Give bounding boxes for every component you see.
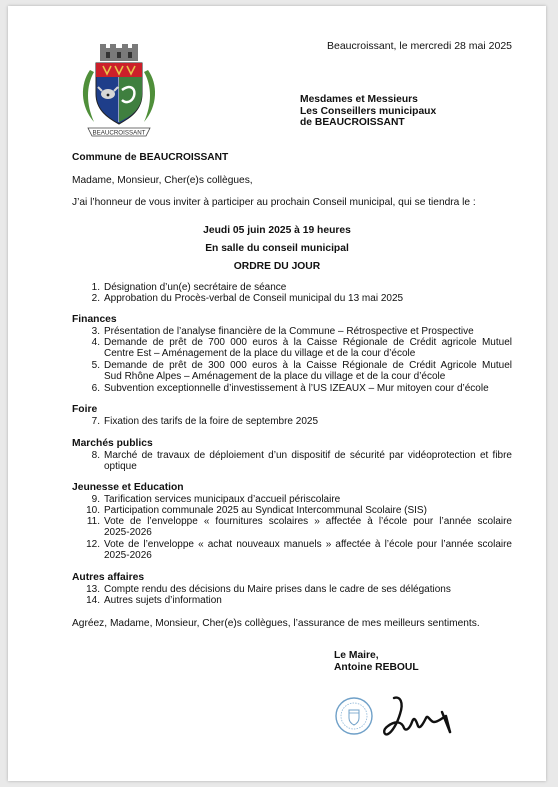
recipient-line: de BEAUCROISSANT (300, 117, 405, 129)
item-number: 9. (91, 494, 100, 505)
item-text: Sud Rhône Alpes – Aménagement de la place du village et de la cour d’école (104, 371, 446, 382)
item-text: Présentation de l’analyse financière de la Commune – Rétrospective et Prospective (104, 326, 474, 337)
item-text: Autres sujets d’information (104, 595, 222, 606)
item-text: Demande de prêt de 300 000 euros à la Caisse Régionale de Crédit Agricole Mutuel (104, 360, 512, 371)
item-number: 6. (91, 383, 100, 394)
item-number: 2. (91, 293, 100, 304)
item-number: 14. (86, 595, 100, 606)
item-number: 3. (91, 326, 100, 337)
item-number: 11. (86, 516, 100, 527)
item-number: 8. (91, 450, 100, 461)
official-stamp-icon (334, 696, 374, 736)
item-text: Participation communale 2025 au Syndicat Intercommunal Scolaire (SIS) (104, 505, 427, 516)
section-title: Foire (72, 404, 98, 415)
item-text: Tarification services municipaux d’accueil périscolaire (104, 494, 341, 505)
handwritten-signature-icon (380, 692, 460, 740)
signature-role: Le Maire, (334, 650, 379, 661)
item-number: 10. (86, 505, 100, 516)
letter-page (8, 6, 546, 781)
intro-text: J’ai l’honneur de vous inviter à participer au prochain Conseil municipal, qui se tiendra le : (72, 197, 476, 208)
item-number: 5. (91, 360, 100, 371)
item-text: Désignation d’un(e) secrétaire de séance (104, 282, 287, 293)
item-text: Subvention exceptionnelle d’investissement à l’US IZEAUX – Mur mitoyen cour d’école (104, 383, 489, 394)
item-text: Centre Est – Aménagement de la place du village et de la cour d’école (104, 348, 416, 359)
item-text: Vote de l’enveloppe « fournitures scolaires » affectée à l’école pour l’année scolaire (104, 516, 512, 527)
item-text: Marché de travaux de déploiement d’un dispositif de sécurité par vidéoprotection et fibre (104, 450, 512, 461)
commune-title: Commune de BEAUCROISSANT (72, 152, 229, 163)
item-text: Approbation du Procès-verbal de Conseil municipal du 13 mai 2025 (104, 293, 404, 304)
recipients-block (300, 94, 436, 129)
crest-label: BEAUCROISSANT (92, 129, 146, 137)
item-text: optique (104, 461, 137, 472)
section-title: Autres affaires (72, 572, 145, 583)
item-text: Vote de l’enveloppe « achat nouveaux manuels » affectée à l’école pour l’année scolaire (104, 539, 512, 550)
meeting-place: En salle du conseil municipal (205, 243, 349, 254)
closing-text: Agréez, Madame, Monsieur, Cher(e)s collègues, l’assurance de mes meilleurs sentiments. (72, 618, 480, 629)
signature-block (334, 650, 419, 673)
meeting-date: Jeudi 05 juin 2025 à 19 heures (203, 225, 351, 236)
item-number: 7. (91, 416, 100, 427)
section-title: Jeunesse et Education (72, 482, 184, 493)
item-number: 1. (91, 282, 100, 293)
date-line: Beaucroissant, le mercredi 28 mai 2025 (326, 40, 512, 52)
signature-name: Antoine REBOUL (334, 661, 419, 673)
item-number: 4. (91, 337, 100, 348)
item-text: 2025-2026 (104, 550, 152, 561)
item-number: 13. (86, 584, 100, 595)
item-text: Demande de prêt de 700 000 euros à la Caisse Régionale de Crédit agricole Mutuel (104, 337, 512, 348)
section-title: Finances (72, 314, 117, 325)
item-text: 2025-2026 (104, 527, 152, 538)
item-number: 12. (86, 539, 100, 550)
recipient-line: Les Conseillers municipaux (300, 105, 437, 117)
coat-of-arms-icon (76, 44, 162, 140)
item-text: Fixation des tarifs de la foire de septembre 2025 (104, 416, 319, 427)
salutation: Madame, Monsieur, Cher(e)s collègues, (72, 175, 253, 186)
recipient-line: Mesdames et Messieurs (300, 94, 418, 105)
item-text: Compte rendu des décisions du Maire prises dans le cadre de ses délégations (104, 584, 451, 595)
agenda-title: ORDRE DU JOUR (233, 261, 321, 272)
section-title: Marchés publics (72, 438, 153, 449)
